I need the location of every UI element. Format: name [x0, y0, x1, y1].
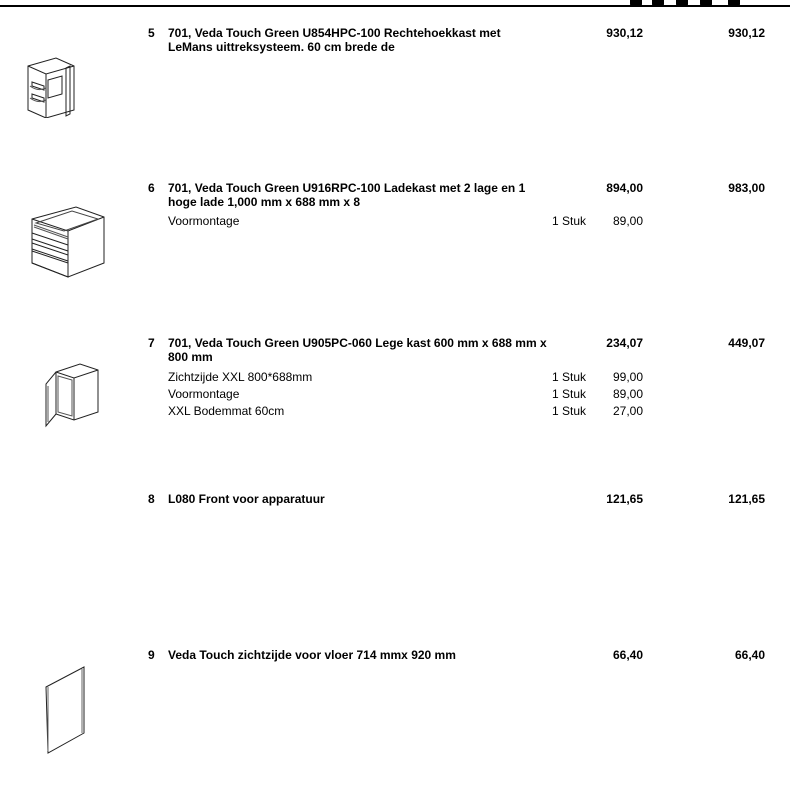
header-text-fragment	[676, 0, 688, 6]
option-quantity: 1 Stuk	[552, 370, 587, 384]
item-price: 930,12	[606, 26, 643, 40]
item-number: 7	[148, 336, 155, 350]
item-number: 6	[148, 181, 155, 195]
header-text-fragment	[728, 0, 740, 6]
item-total: 121,65	[728, 492, 765, 506]
option-row	[0, 387, 790, 403]
drawer-cabinet-icon	[28, 203, 106, 279]
option-quantity: 1 Stuk	[552, 387, 587, 401]
item-total: 66,40	[734, 648, 765, 662]
option-row	[0, 214, 790, 230]
side-panel-icon	[44, 665, 88, 755]
item-description: 701, Veda Touch Green U854HPC-100 Rechtehoekkast met LeMans uittreksysteem. 60 cm brede de	[168, 26, 501, 54]
item-price: 234,07	[606, 336, 643, 350]
header-text-fragment	[700, 0, 712, 6]
item-number: 5	[148, 26, 155, 40]
item-description: 701, Veda Touch Green U916RPC-100 Ladekast met 2 lage en 1 hoge lade 1,000 mm x 688 mm x 8	[168, 181, 526, 209]
option-row	[0, 370, 790, 386]
item-description: L080 Front voor apparatuur	[168, 492, 325, 506]
option-price: 99,00	[612, 370, 643, 384]
corner-cabinet-lemans-icon	[26, 54, 78, 118]
option-description: XXL Bodemmat 60cm	[168, 404, 285, 418]
header-text-fragment	[652, 0, 664, 6]
option-row	[0, 404, 790, 420]
item-total: 930,12	[728, 26, 765, 40]
item-description: Veda Touch zichtzijde voor vloer 714 mmx 920 mm	[168, 648, 456, 662]
option-quantity: 1 Stuk	[552, 404, 587, 418]
header-rule	[0, 5, 790, 7]
option-price: 89,00	[612, 387, 643, 401]
option-description: Zichtzijde XXL 800*688mm	[168, 370, 313, 384]
item-number: 8	[148, 492, 155, 506]
item-price: 66,40	[612, 648, 643, 662]
item-number: 9	[148, 648, 155, 662]
header-text-fragment	[630, 0, 642, 6]
option-description: Voormontage	[168, 387, 240, 401]
option-description: Voormontage	[168, 214, 240, 228]
option-price: 27,00	[612, 404, 643, 418]
option-price: 89,00	[612, 214, 643, 228]
empty-cabinet-icon	[42, 362, 100, 428]
option-quantity: 1 Stuk	[552, 214, 587, 228]
item-total: 449,07	[728, 336, 765, 350]
item-total: 983,00	[728, 181, 765, 195]
item-price: 894,00	[606, 181, 643, 195]
item-price: 121,65	[606, 492, 643, 506]
item-description: 701, Veda Touch Green U905PC-060 Lege kast 600 mm x 688 mm x 800 mm	[168, 336, 547, 364]
